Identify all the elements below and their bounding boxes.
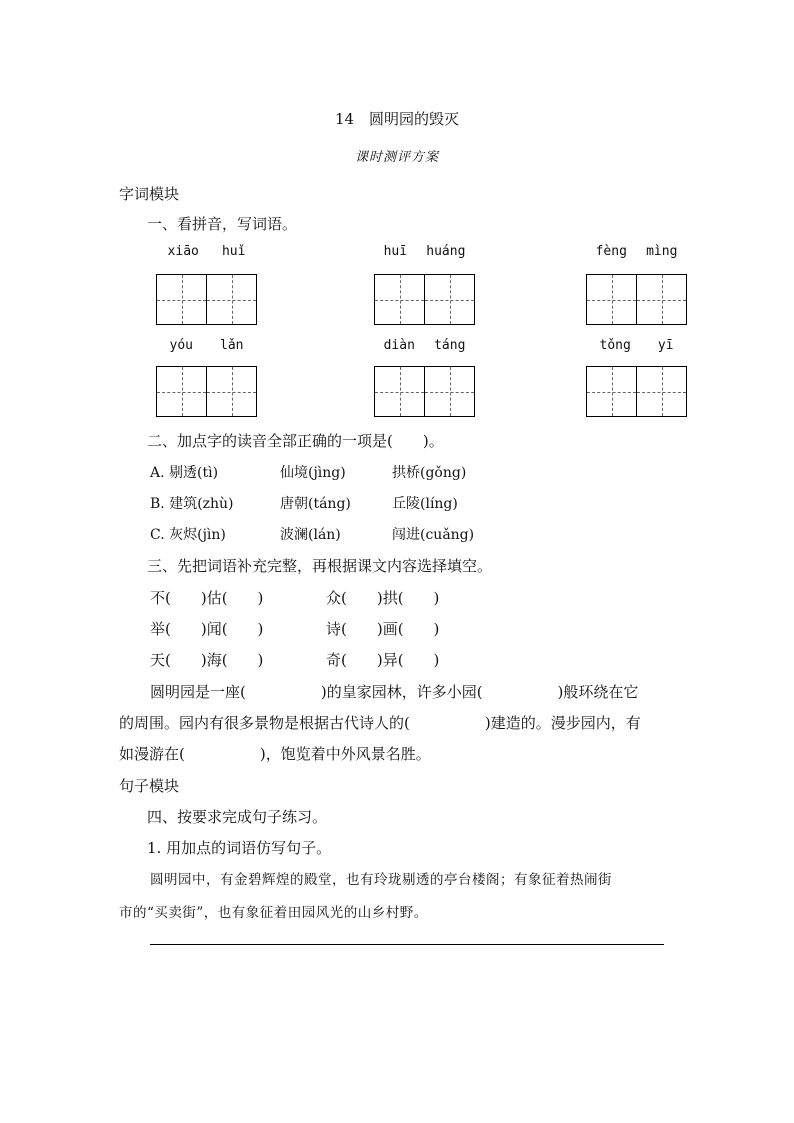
fill-paragraph-line[interactable]: 圆明园是一座( )的皇家园林，许多小园( )般环绕在它 (150, 683, 639, 701)
option-a-word-3: 拱桥(gǒng) (392, 465, 467, 481)
answer-line[interactable] (150, 944, 664, 945)
idiom-blank[interactable]: 举( )闻( ) (150, 620, 264, 638)
section-heading-sentences: 句子模块 (119, 777, 180, 795)
writing-grid[interactable] (156, 274, 257, 325)
pinyin-text: yī (657, 338, 674, 353)
pinyin-text: lǎn (220, 338, 244, 353)
idiom-blank[interactable]: 不( )估( ) (150, 589, 264, 607)
pinyin-text: diàn (383, 338, 415, 353)
pinyin-group (374, 244, 475, 259)
pinyin-text: táng (434, 338, 466, 353)
example-sentence-line: 圆明园中，有金碧辉煌的殿堂，也有玲珑剔透的亭台楼阁；有象征着热闹街 (150, 872, 612, 888)
writing-grid[interactable] (156, 366, 257, 417)
question-4-item-1: 1. 用加点的词语仿写句子。 (147, 839, 332, 857)
fill-paragraph-line[interactable]: 的周围。园内有很多景物是根据古代诗人的( )建造的。漫步园内，有 (119, 714, 641, 732)
pinyin-group (374, 338, 475, 353)
lesson-subtitle: 课时测评方案 (354, 150, 439, 165)
section-heading-words: 字词模块 (119, 185, 180, 203)
writing-grid[interactable] (586, 366, 687, 417)
pinyin-group (586, 338, 687, 353)
pinyin-text: huǐ (221, 244, 246, 259)
pinyin-text: fèng (595, 244, 627, 259)
pinyin-text: yóu (169, 338, 193, 353)
option-c-word-1: C. 灰烬(jìn) (150, 527, 226, 543)
idiom-row (150, 649, 439, 670)
fill-paragraph-line[interactable]: 如漫游在( )，饱览着中外风景名胜。 (119, 745, 431, 763)
pinyin-text: huī (383, 244, 408, 259)
pinyin-text: huáng (426, 244, 466, 259)
pinyin-group (586, 244, 687, 259)
idiom-blank[interactable]: 众( )拱( ) (326, 589, 440, 607)
writing-grid[interactable] (374, 366, 475, 417)
idiom-blank[interactable]: 天( )海( ) (150, 651, 264, 669)
pinyin-group (156, 338, 257, 353)
question-4-prompt: 四、按要求完成句子练习。 (147, 808, 328, 826)
option-b-word-1: B. 建筑(zhù) (150, 496, 234, 512)
option-b[interactable] (150, 493, 458, 513)
option-a-word-2: 仙境(jìng) (280, 465, 346, 481)
pinyin-text: xiāo (167, 244, 199, 259)
question-1-prompt: 一、看拼音，写词语。 (147, 215, 298, 233)
writing-grid[interactable] (586, 274, 687, 325)
pinyin-group (156, 244, 257, 259)
question-3-prompt: 三、先把词语补充完整，再根据课文内容选择填空。 (147, 557, 493, 575)
option-a[interactable] (150, 462, 466, 482)
writing-grid[interactable] (374, 274, 475, 325)
option-b-word-3: 丘陵(líng) (392, 496, 458, 512)
idiom-row (150, 618, 439, 639)
pinyin-text: tǒng (599, 338, 631, 353)
option-a-word-1: A. 剔透(tì) (150, 465, 219, 481)
idiom-row (150, 587, 439, 608)
option-c[interactable] (150, 524, 474, 544)
lesson-title: 14 圆明园的毁灭 (334, 110, 460, 128)
question-2-prompt: 二、加点字的读音全部正确的一项是( )。 (147, 432, 444, 450)
option-c-word-3: 闯进(cuǎng) (392, 527, 475, 543)
example-sentence-line: 市的“买卖街”，也有象征着田园风光的山乡村野。 (119, 905, 428, 921)
pinyin-text: mìng (646, 244, 678, 259)
idiom-blank[interactable]: 诗( )画( ) (326, 620, 440, 638)
option-c-word-2: 波澜(lán) (280, 527, 341, 543)
option-b-word-2: 唐朝(táng) (280, 496, 351, 512)
idiom-blank[interactable]: 奇( )异( ) (326, 651, 440, 669)
